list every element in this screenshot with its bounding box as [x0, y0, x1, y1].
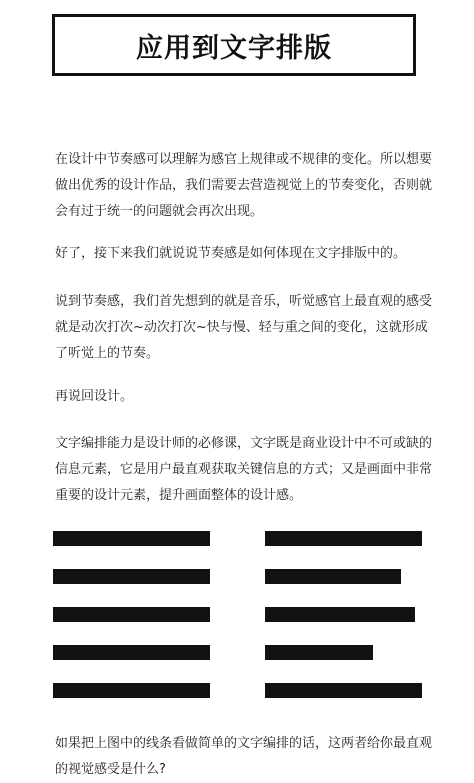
paragraph-1: 在设计中节奏感可以理解为感官上规律或不规律的变化。所以想要做出优秀的设计作品，我们需要去营造视觉上的节奏变化，否则就会有过于统一的问题就会再次出现。	[55, 152, 433, 219]
right-bar-1	[265, 531, 422, 546]
left-bar-5	[53, 683, 210, 698]
right-bar-4	[265, 645, 373, 660]
title-box	[52, 14, 416, 76]
paragraph-5: 文字编排能力是设计师的必修课，文字既是商业设计中不可或缺的信息元素，它是用户最直观获取关键信息的方式；又是画面中非常重要的设计元素，提升画面整体的设计感。	[55, 436, 433, 503]
right-bar-3	[265, 607, 415, 622]
right-bar-2	[265, 569, 401, 584]
left-bar-3	[53, 607, 210, 622]
left-bar-4	[53, 645, 210, 660]
paragraph-2: 好了，接下来我们就说说节奏感是如何体现在文字排版中的。	[55, 246, 407, 261]
paragraph-4: 再说回设计。	[55, 389, 134, 404]
closing-question: 如果把上图中的线条看做简单的文字编排的话，这两者给你最直观的视觉感受是什么?	[55, 736, 433, 777]
left-bar-1	[53, 531, 210, 546]
page-title: 应用到文字排版	[136, 32, 332, 64]
left-bar-2	[53, 569, 210, 584]
right-bar-5	[265, 683, 422, 698]
paragraph-3: 说到节奏感，我们首先想到的就是音乐，听觉感官上最直观的感受就是动次打次~动次打次~快与慢、轻与重之间的变化，这就形成了听觉上的节奏。	[55, 294, 433, 361]
